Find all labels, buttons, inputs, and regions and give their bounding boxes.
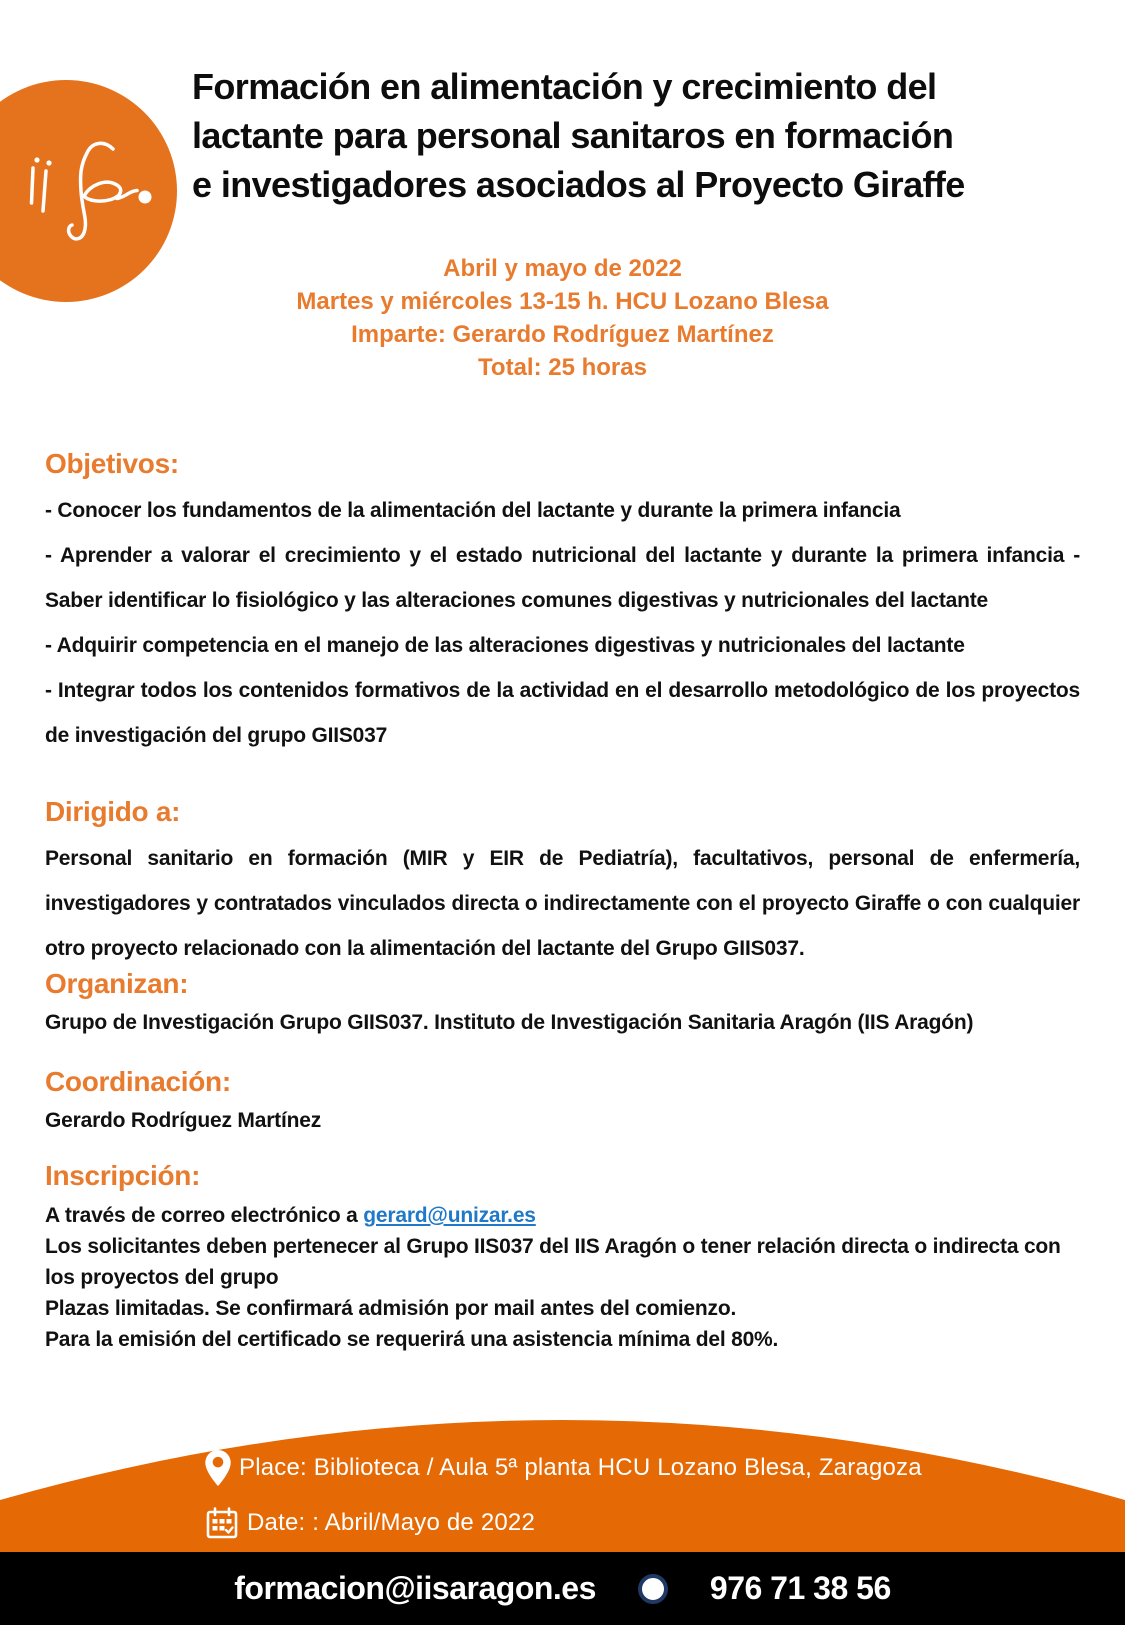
section-objetivos [45,448,1080,758]
objetivo-item: - Conocer los fundamentos de la alimentación del lactante y durante la primera infancia [45,499,901,522]
section-inscripcion [45,1160,1080,1355]
title-line-2: lactante para personal sanitaros en formación [192,115,954,156]
page-title [192,62,1097,209]
course-schedule: Martes y miércoles 13-15 h. HCU Lozano Blesa [296,288,829,315]
footer-place-text: Place: Biblioteca / Aula 5ª planta HCU Lozano Blesa, Zaragoza [239,1454,922,1481]
footer-place-row [205,1450,922,1486]
contact-email: formacion@iisaragon.es [234,1570,596,1606]
inscripcion-requirement: Los solicitantes deben pertenecer al Grupo IIS037 del IIS Aragón o tener relación directa o indirecta con los proyectos del grupo [45,1235,1061,1289]
inscripcion-intro-text: A través de correo electrónico a [45,1204,364,1227]
title-line-1: Formación en alimentación y crecimiento del [192,66,937,107]
objetivo-item: - Aprender a valorar el crecimiento y el estado nutricional del lactante y durante la primera infancia - Saber identificar lo fisiológico y las alteraciones comunes digestivas y nutricionales del lactante [45,544,1080,612]
inscripcion-heading: Inscripción: [45,1160,201,1191]
objetivos-heading: Objetivos: [45,448,179,479]
contact-phone: 976 71 38 56 [709,1570,891,1606]
objetivo-item: - Integrar todos los contenidos formativos de la actividad en el desarrollo metodológico de los proyectos de investigación del grupo GIIS037 [45,679,1080,747]
section-organizan [45,968,1080,1038]
calendar-icon [205,1506,239,1540]
phone-dot-icon [638,1574,668,1604]
location-pin-icon [205,1450,231,1486]
footer-date-text: Date: : Abril/Mayo de 2022 [247,1509,536,1536]
contact-bar [0,1552,1125,1625]
section-coordinacion [45,1066,1080,1136]
coordinacion-text: Gerardo Rodríguez Martínez [45,1109,322,1132]
registration-email-link[interactable]: gerard@unizar.es [363,1204,536,1227]
dirigido-text: Personal sanitario en formación (MIR y EIR de Pediatría), facultativos, personal de enfermería, investigadores y contratados vinculados directa o indirectamente con el proyecto Giraffe o con cualquier otro proyecto relacionado con la alimentación del lactante del Grupo GIIS037. [45,847,1080,960]
title-line-3: e investigadores asociados al Proyecto Giraffe [192,164,965,205]
dirigido-heading: Dirigido a: [45,796,181,827]
objetivo-item: - Adquirir competencia en el manejo de las alteraciones digestivas y nutricionales del lactante [45,634,965,657]
course-details [0,252,1125,384]
inscripcion-intro [45,1200,1080,1231]
inscripcion-certificate: Para la emisión del certificado se requerirá una asistencia mínima del 80%. [45,1328,779,1351]
footer-date-row [205,1506,535,1540]
inscripcion-places: Plazas limitadas. Se confirmará admisión por mail antes del comienzo. [45,1297,737,1320]
organizan-heading: Organizan: [45,968,189,999]
footer [0,1400,1125,1625]
section-dirigido-a [45,796,1080,971]
course-dates: Abril y mayo de 2022 [443,255,682,282]
course-teacher: Imparte: Gerardo Rodríguez Martínez [351,321,774,348]
coordinacion-heading: Coordinación: [45,1066,231,1097]
course-hours: Total: 25 horas [478,354,647,381]
organizan-text: Grupo de Investigación Grupo GIIS037. Instituto de Investigación Sanitaria Aragón (IIS Aragón) [45,1011,974,1034]
